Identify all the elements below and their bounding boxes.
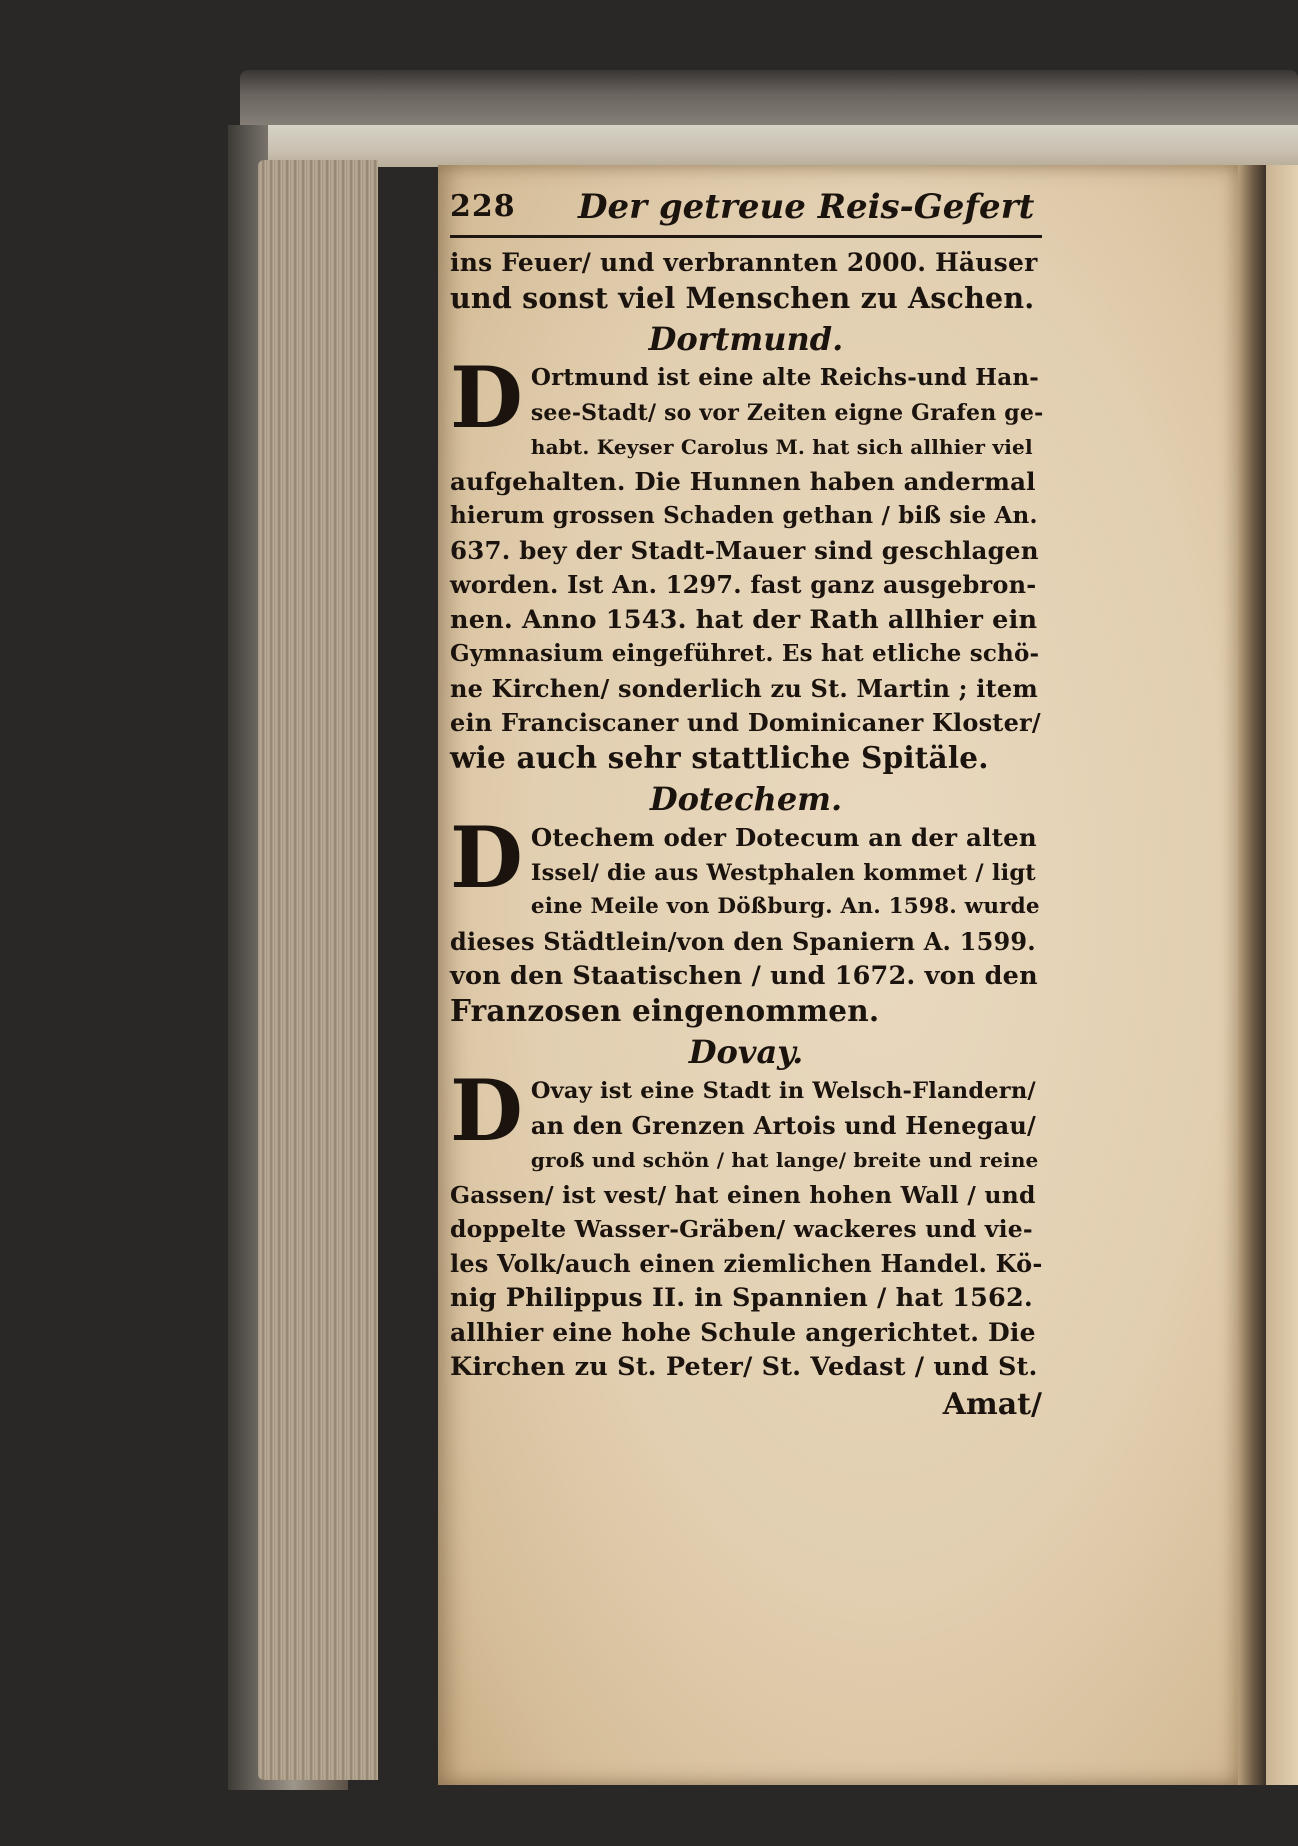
text-line: ein Franciscaner und Dominicaner Kloster/ [450, 708, 1041, 737]
text-line: ne Kirchen/ sonderlich zu St. Martin ; item [450, 673, 1038, 703]
text-line: allhier eine hohe Schule angerichtet. Die [450, 1317, 1036, 1347]
entry-body-dovay [450, 1061, 1043, 1385]
entry-title-dovay: Dovay. [688, 1033, 804, 1071]
text-line: Otechem oder Dotecum an der alten [530, 823, 1037, 852]
text-line: wie auch sehr stattliche Spitäle. [450, 739, 989, 775]
page-text-block [450, 185, 1042, 1425]
text-line: Ortmund ist eine alte Reichs-und Han- [530, 364, 1039, 391]
text-line: doppelte Wasser-Gräben/ wackeres und vie- [450, 1215, 1033, 1243]
book-spine-top [240, 70, 1298, 132]
entry-title-dotechem: Dotechem. [649, 780, 843, 818]
text-line: Gassen/ ist vest/ hat einen hohen Wall / und [450, 1180, 1036, 1209]
text-line: nen. Anno 1543. hat der Rath allhier ein [450, 604, 1038, 635]
text-line: dieses Städtlein/von den Spaniern A. 1599. [450, 926, 1036, 956]
entry-title-dortmund: Dortmund. [648, 320, 844, 358]
text-line: worden. Ist An. 1297. fast ganz ausgebron- [450, 570, 1037, 599]
book-gutter [1238, 165, 1266, 1785]
text-line: und sonst viel Menschen zu Aschen. [450, 280, 1035, 315]
facing-page-edge [1266, 165, 1298, 1785]
entry-body-dortmund [450, 348, 1044, 775]
entry-body-dotechem [450, 808, 1042, 1028]
text-line: aufgehalten. Die Hunnen haben andermal [450, 466, 1036, 496]
text-line: Franzosen eingenommen. [450, 992, 880, 1028]
text-line: eine Meile von Dößburg. An. 1598. wurde [530, 894, 1040, 919]
text-line: see-Stadt/ so vor Zeiten eigne Grafen ge- [530, 399, 1044, 426]
text-line: ins Feuer/ und verbrannten 2000. Häuser [450, 248, 1038, 277]
text-line: an den Grenzen Artois und Henegau/ [530, 1110, 1037, 1140]
text-line: Issel/ die aus Westphalen kommet / ligt [530, 859, 1036, 886]
page-number: 228 [450, 189, 516, 224]
drop-initial: D [450, 348, 523, 447]
page-header [450, 185, 1042, 235]
text-line: Gymnasium eingeführet. Es hat etliche schö- [450, 640, 1040, 667]
catchword: Amat/ [942, 1386, 1042, 1422]
header-rule [450, 235, 1042, 238]
running-title: Der getreue Reis-Gefert [578, 187, 1035, 227]
intro-paragraph [450, 246, 1042, 315]
text-line: hierum grossen Schaden gethan / biß sie An. [450, 502, 1038, 529]
text-line: nig Philippus II. in Spannien / hat 1562. [450, 1283, 1033, 1313]
text-line: Kirchen zu St. Peter/ St. Vedast / und St. [450, 1352, 1038, 1382]
page-block-top-edge [268, 125, 1298, 167]
text-line: habt. Keyser Carolus M. hat sich allhier viel [530, 435, 1033, 459]
text-line: Ovay ist eine Stadt in Welsch-Flandern/ [530, 1078, 1036, 1104]
drop-initial: D [450, 1061, 523, 1160]
drop-initial: D [450, 808, 523, 907]
text-line: 637. bey der Stadt-Mauer sind geschlagen [450, 535, 1039, 565]
text-line: les Volk/auch einen ziemlichen Handel. Kö- [450, 1248, 1043, 1278]
text-line: groß und schön / hat lange/ breite und reine [530, 1148, 1039, 1172]
text-line: von den Staatischen / und 1672. von den [450, 961, 1038, 991]
page-block-side-edge [258, 160, 378, 1780]
